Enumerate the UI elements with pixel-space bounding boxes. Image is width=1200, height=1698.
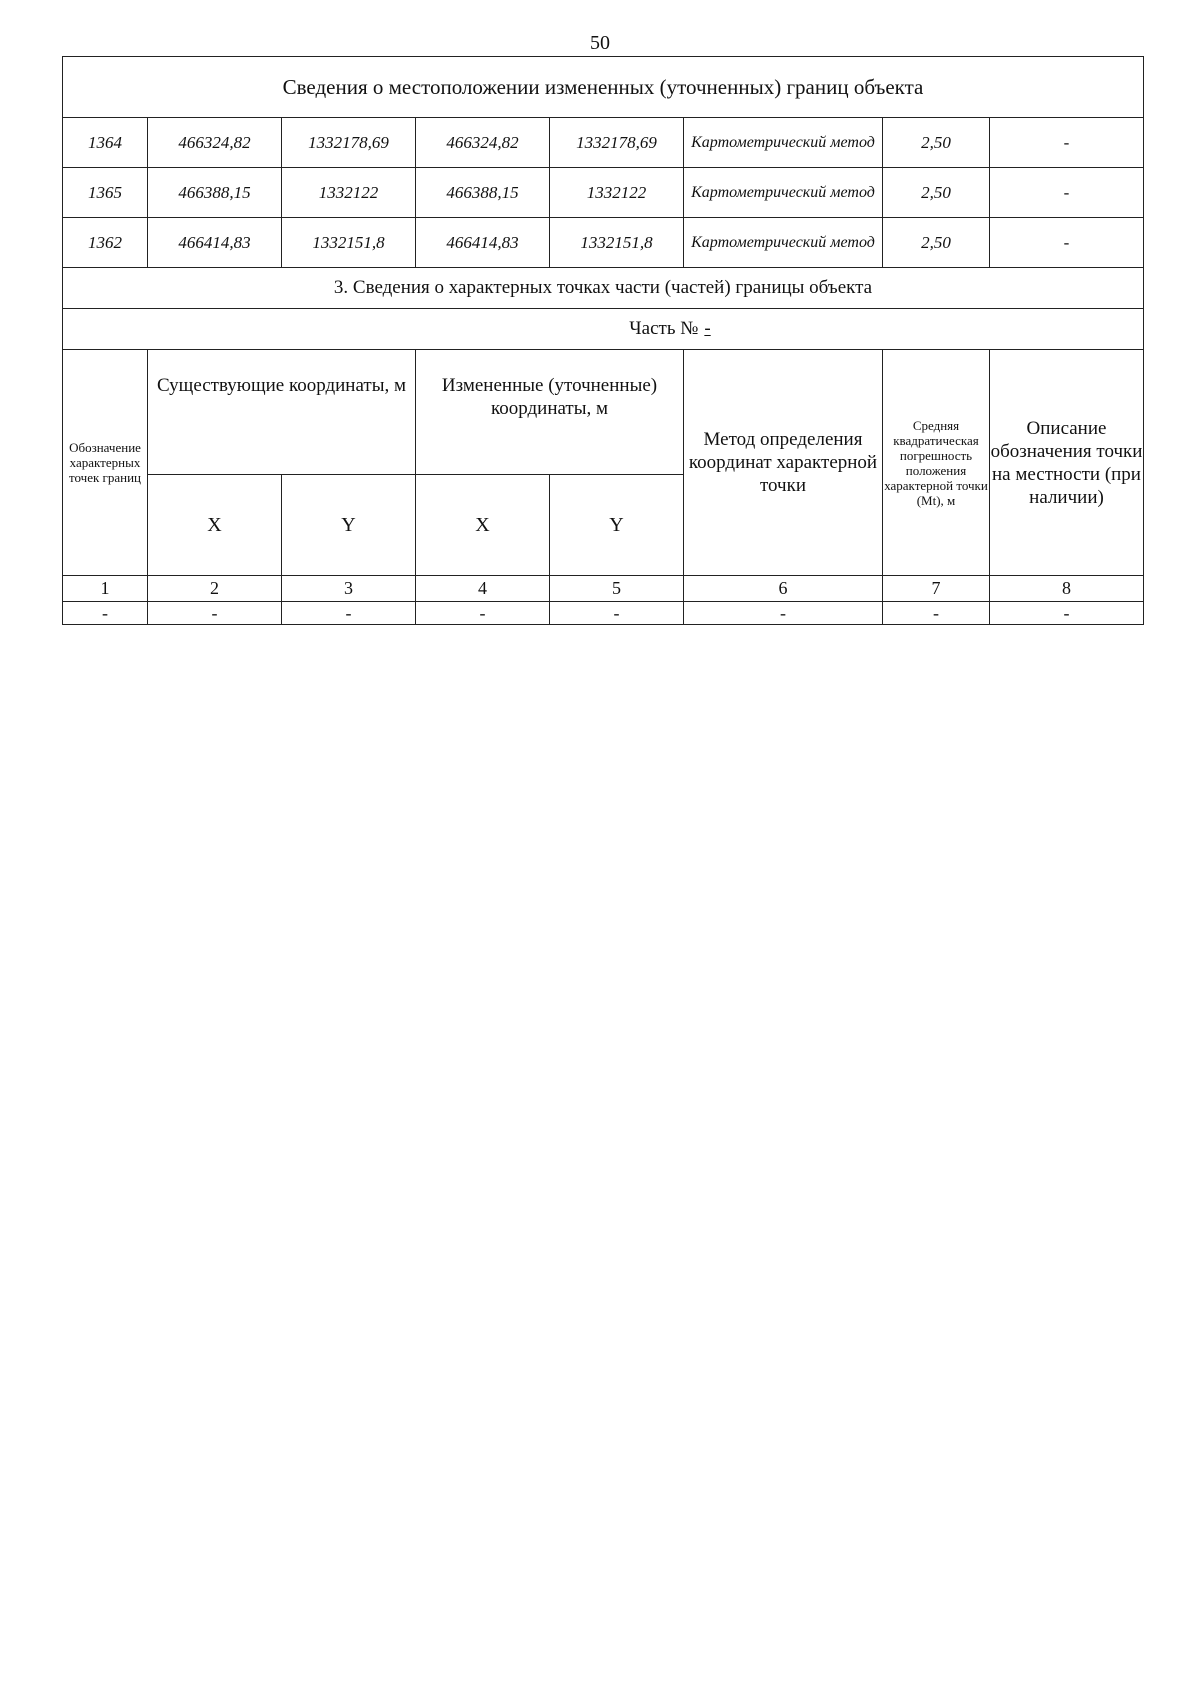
column-numbers-row: [63, 576, 1144, 602]
column-number: 1: [63, 576, 148, 602]
table-row: [63, 602, 1144, 625]
mt-value: 2,50: [883, 218, 990, 268]
column-number: 3: [282, 576, 416, 602]
header-y-existing: Y: [282, 475, 416, 576]
header-mt: Средняя квадратическая погрешность положения характерной точки (Mt), м: [883, 350, 990, 576]
point-id: 1364: [63, 118, 148, 168]
header-row-top: [63, 350, 1144, 475]
point-id: 1362: [63, 218, 148, 268]
empty-cell: -: [63, 602, 148, 625]
boundary-points-table: [62, 56, 1144, 625]
empty-cell: -: [684, 602, 883, 625]
column-number: 6: [684, 576, 883, 602]
y-existing: 1332178,69: [282, 118, 416, 168]
mt-value: 2,50: [883, 118, 990, 168]
column-number: 2: [148, 576, 282, 602]
header-existing-coords: Существующие координаты, м: [148, 350, 416, 475]
y-existing: 1332122: [282, 168, 416, 218]
empty-cell: -: [416, 602, 550, 625]
header-x-changed: X: [416, 475, 550, 576]
x-changed: 466414,83: [416, 218, 550, 268]
empty-cell: -: [282, 602, 416, 625]
column-number: 8: [990, 576, 1144, 602]
header-y-changed: Y: [550, 475, 684, 576]
section-3-title: 3. Сведения о характерных точках части (частей) границы объекта: [63, 268, 1144, 309]
x-existing: 466324,82: [148, 118, 282, 168]
y-changed: 1332151,8: [550, 218, 684, 268]
table-row: [63, 168, 1144, 218]
point-description: -: [990, 168, 1144, 218]
x-existing: 466388,15: [148, 168, 282, 218]
y-changed: 1332122: [550, 168, 684, 218]
header-method: Метод определения координат характерной точки: [684, 350, 883, 576]
y-existing: 1332151,8: [282, 218, 416, 268]
empty-cell: -: [148, 602, 282, 625]
part-cell: [63, 309, 1144, 350]
y-changed: 1332178,69: [550, 118, 684, 168]
header-x-existing: X: [148, 475, 282, 576]
empty-cell: -: [550, 602, 684, 625]
table-title-row: [63, 57, 1144, 118]
header-point-designation: Обозначение характерных точек границ: [63, 350, 148, 576]
x-changed: 466324,82: [416, 118, 550, 168]
point-description: -: [990, 118, 1144, 168]
header-changed-coords: Измененные (уточненные) координаты, м: [416, 350, 684, 475]
page-number: 50: [590, 32, 610, 54]
method: Картометрический метод: [684, 168, 883, 218]
table-row: [63, 118, 1144, 168]
column-number: 4: [416, 576, 550, 602]
column-number: 5: [550, 576, 684, 602]
empty-cell: -: [883, 602, 990, 625]
part-label: Часть №: [629, 318, 699, 339]
mt-value: 2,50: [883, 168, 990, 218]
part-row: [63, 309, 1144, 350]
part-value: -: [704, 318, 711, 339]
point-id: 1365: [63, 168, 148, 218]
column-number: 7: [883, 576, 990, 602]
x-existing: 466414,83: [148, 218, 282, 268]
section-3-row: [63, 268, 1144, 309]
point-description: -: [990, 218, 1144, 268]
empty-cell: -: [990, 602, 1144, 625]
method: Картометрический метод: [684, 118, 883, 168]
x-changed: 466388,15: [416, 168, 550, 218]
header-description: Описание обозначения точки на местности (при наличии): [990, 350, 1144, 576]
table-row: [63, 218, 1144, 268]
table-title: Сведения о местоположении измененных (уточненных) границ объекта: [63, 57, 1144, 118]
method: Картометрический метод: [684, 218, 883, 268]
